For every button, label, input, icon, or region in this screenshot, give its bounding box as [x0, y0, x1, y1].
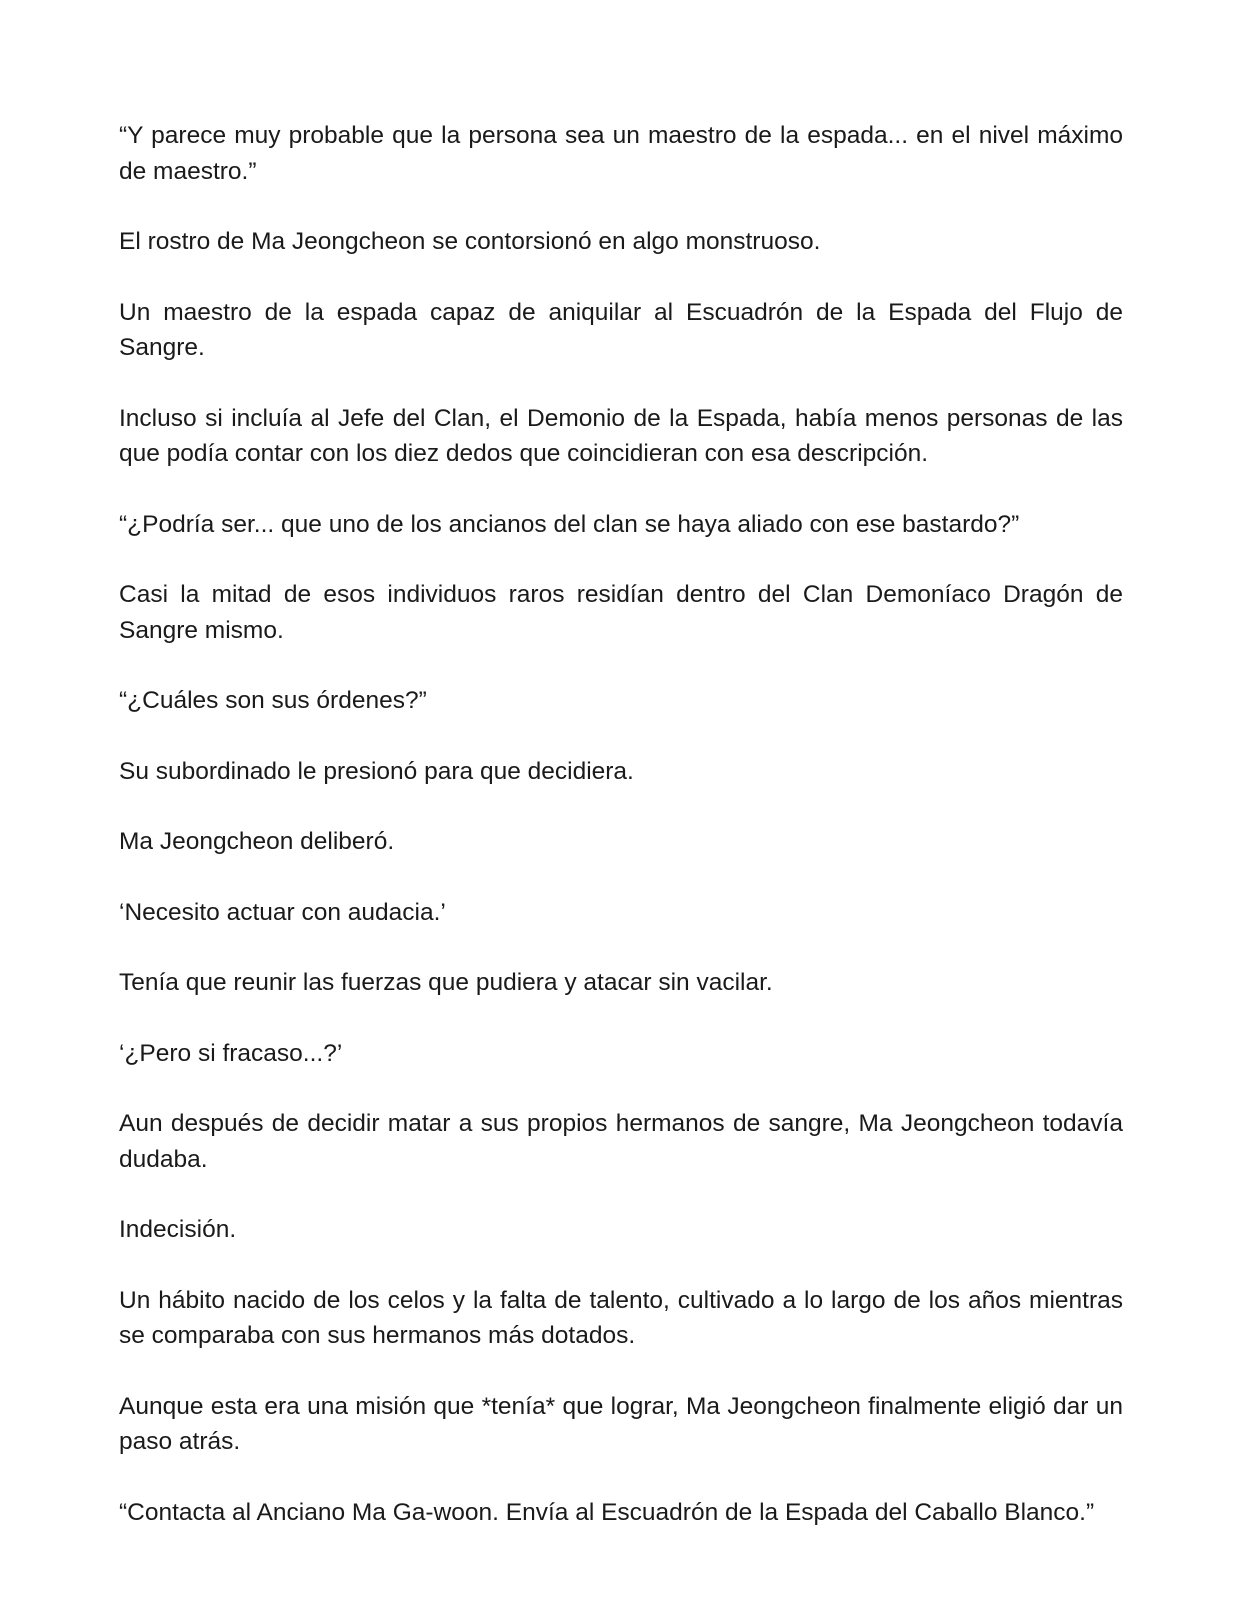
paragraph-1: “Y parece muy probable que la persona sea un maestro de la espada... en el nivel máximo de maestro.”	[119, 122, 1123, 185]
paragraph-12: ‘¿Pero si fracaso...?’	[119, 1039, 343, 1067]
paragraph-8: Su subordinado le presionó para que decidiera.	[119, 757, 634, 785]
paragraph-4: Incluso si incluía al Jefe del Clan, el Demonio de la Espada, había menos personas de las que podía contar con los diez dedos que coincidieran con esa descripción.	[119, 404, 1123, 467]
paragraph-14: Indecisión.	[119, 1216, 237, 1243]
document-body	[119, 118, 1123, 1530]
paragraph-7: “¿Cuáles son sus órdenes?”	[119, 687, 427, 714]
paragraph-17: “Contacta al Anciano Ma Ga-woon. Envía al Escuadrón de la Espada del Caballo Blanco.”	[119, 1498, 1095, 1526]
paragraph-15: Un hábito nacido de los celos y la falta de talento, cultivado a lo largo de los años mientras se comparaba con sus hermanos más dotados.	[119, 1286, 1123, 1349]
paragraph-10: ‘Necesito actuar con audacia.’	[119, 898, 446, 926]
paragraph-9: Ma Jeongcheon deliberó.	[119, 828, 395, 855]
paragraph-13: Aun después de decidir matar a sus propios hermanos de sangre, Ma Jeongcheon todavía dudaba.	[119, 1110, 1123, 1173]
paragraph-2: El rostro de Ma Jeongcheon se contorsionó en algo monstruoso.	[119, 228, 821, 255]
paragraph-6: Casi la mitad de esos individuos raros residían dentro del Clan Demoníaco Dragón de Sangre mismo.	[119, 581, 1123, 644]
paragraph-11: Tenía que reunir las fuerzas que pudiera y atacar sin vacilar.	[119, 969, 773, 996]
paragraph-5: “¿Podría ser... que uno de los ancianos del clan se haya aliado con ese bastardo?”	[119, 510, 1020, 538]
paragraph-3: Un maestro de la espada capaz de aniquilar al Escuadrón de la Espada del Flujo de Sangre.	[119, 298, 1123, 361]
paragraph-16: Aunque esta era una misión que *tenía* que lograr, Ma Jeongcheon finalmente eligió dar un paso atrás.	[119, 1392, 1123, 1455]
